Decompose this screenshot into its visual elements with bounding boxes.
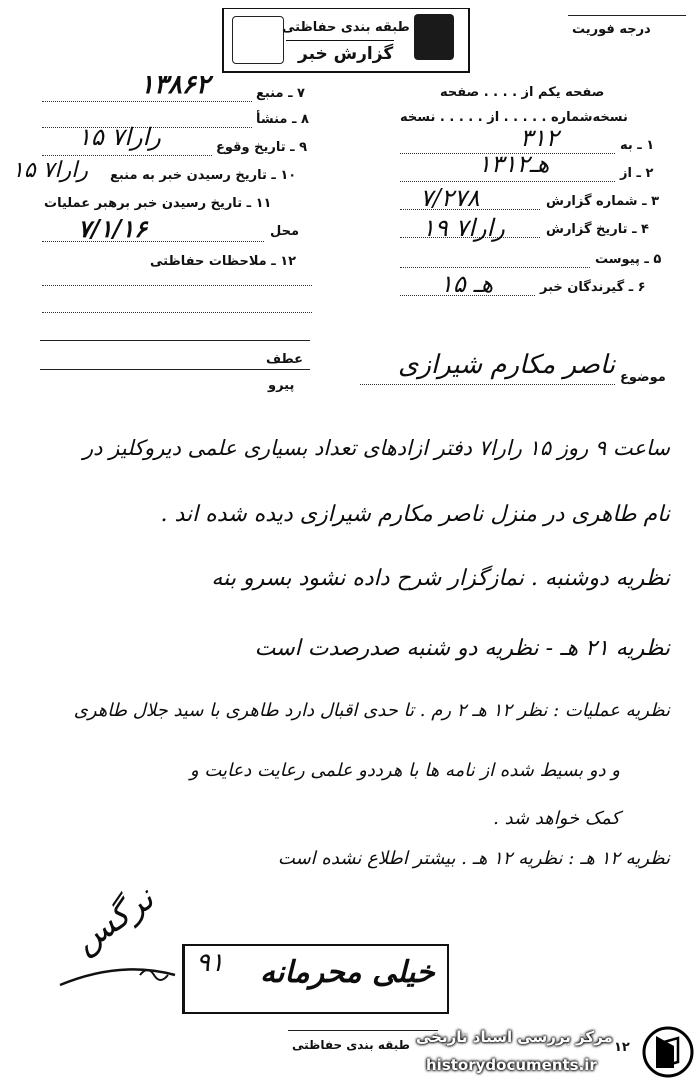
body-line: و دو بسیط شده از نامه ها با هرددو علمی رعایت دعایت و — [189, 760, 620, 781]
body-line: نام طاهری در منزل ناصر مکارم شیرازی دیده شده اند . — [160, 502, 670, 527]
stamp-number: ۹۱ — [196, 948, 224, 978]
field-value-from: ۱۳۱۲هـ — [478, 150, 550, 178]
field-label-origin: ۸ ـ منشأ — [256, 112, 309, 127]
classification-label-top: طبقه بندی حفاظتی — [282, 20, 410, 35]
classification-label-bottom: طبقه بندی حفاظتی — [292, 1038, 410, 1052]
field-value-location: ۷/۱/۱۶ — [78, 214, 148, 243]
field-label-from: ۲ ـ از — [620, 166, 654, 181]
atf-label: عطف — [266, 352, 304, 367]
stamp-text: خیلی محرمانه — [260, 955, 435, 990]
body-line: نظریه عملیات : نظر ۱۲ هـ ۲ رم . تا حدی اقبال دارد طاهری با سید جلال طاهری — [73, 700, 670, 721]
form-title: گزارش خبر — [298, 44, 394, 64]
field-label-security-notes: ۱۲ ـ ملاحظات حفاظتی — [150, 254, 297, 269]
signature: نرگس — [66, 878, 162, 962]
body-line: نظریه ۱۲ هـ : نظریه ۱۲ هـ . بیشتر اطلاع نشده است — [277, 848, 670, 869]
watermark-title: مرکز بررسی اسناد تاریخی — [416, 1028, 613, 1046]
field-value-received-by-source: ۱۵ رارا۷ — [12, 158, 88, 183]
field-value-to: ۳۱۲ — [520, 124, 559, 152]
body-line: کمک خواهد شد . — [493, 808, 620, 829]
page-number: ۱۲ — [614, 1040, 630, 1055]
field-label-attachment: ۵ ـ پیوست — [595, 252, 662, 267]
field-label-report-date: ۴ ـ تاریخ گزارش — [546, 222, 649, 237]
copy-label: نسخه‌شماره . . . . . از . . . . . نسخه — [400, 110, 628, 125]
field-value-recipients: ۱۵ هـ — [440, 270, 494, 298]
field-value-event-date: ۱۵ رارا۷ — [78, 123, 161, 151]
field-label-received-by-source: ۱۰ ـ تاریخ رسیدن خبر به منبع — [110, 168, 297, 183]
field-label-source: ۷ ـ منبع — [256, 86, 305, 101]
page-label: صفحه یکم از . . . . صفحه — [440, 85, 605, 100]
watermark — [410, 1018, 700, 1085]
watermark-url: historydocuments.ir — [426, 1056, 597, 1074]
archive-logo-icon — [638, 1022, 698, 1082]
field-value-report-number: ۷/۲۷۸ — [420, 184, 480, 212]
field-label-report-number: ۳ ـ شماره گزارش — [546, 194, 660, 209]
field-label-location: محل — [270, 224, 300, 239]
field-label-received-by-lead: ۱۱ ـ تاریخ رسیدن خبر برهبر عملیات — [44, 196, 272, 211]
subject-label: موضوع — [620, 370, 666, 385]
body-line: نظریه ۲۱ هـ - نظریه دو شنبه صدرصدت است — [254, 636, 670, 661]
field-label-recipients: ۶ ـ گیرندگان خبر — [540, 280, 646, 295]
body-line: نظریه دوشنبه . نمازگزار شرح داده نشود بسرو بنه — [211, 566, 670, 591]
field-label-event-date: ۹ ـ تاریخ وقوع — [216, 140, 308, 155]
subject-value: ناصر مکارم شیرازی — [398, 350, 616, 380]
priority-label: درجه فوریت — [572, 22, 651, 37]
field-value-report-date: ۱۹ رارا۷ — [422, 214, 505, 242]
field-label-to: ۱ ـ به — [620, 138, 655, 153]
peyro-label: پیرو — [268, 378, 295, 393]
field-value-source: ۱۳۸۶۲ — [140, 70, 210, 100]
body-line: ساعت ۹ روز ۱۵ رارا۷ دفتر ازادهای تعداد بسیاری علمی دیروکلیز در — [83, 436, 670, 460]
